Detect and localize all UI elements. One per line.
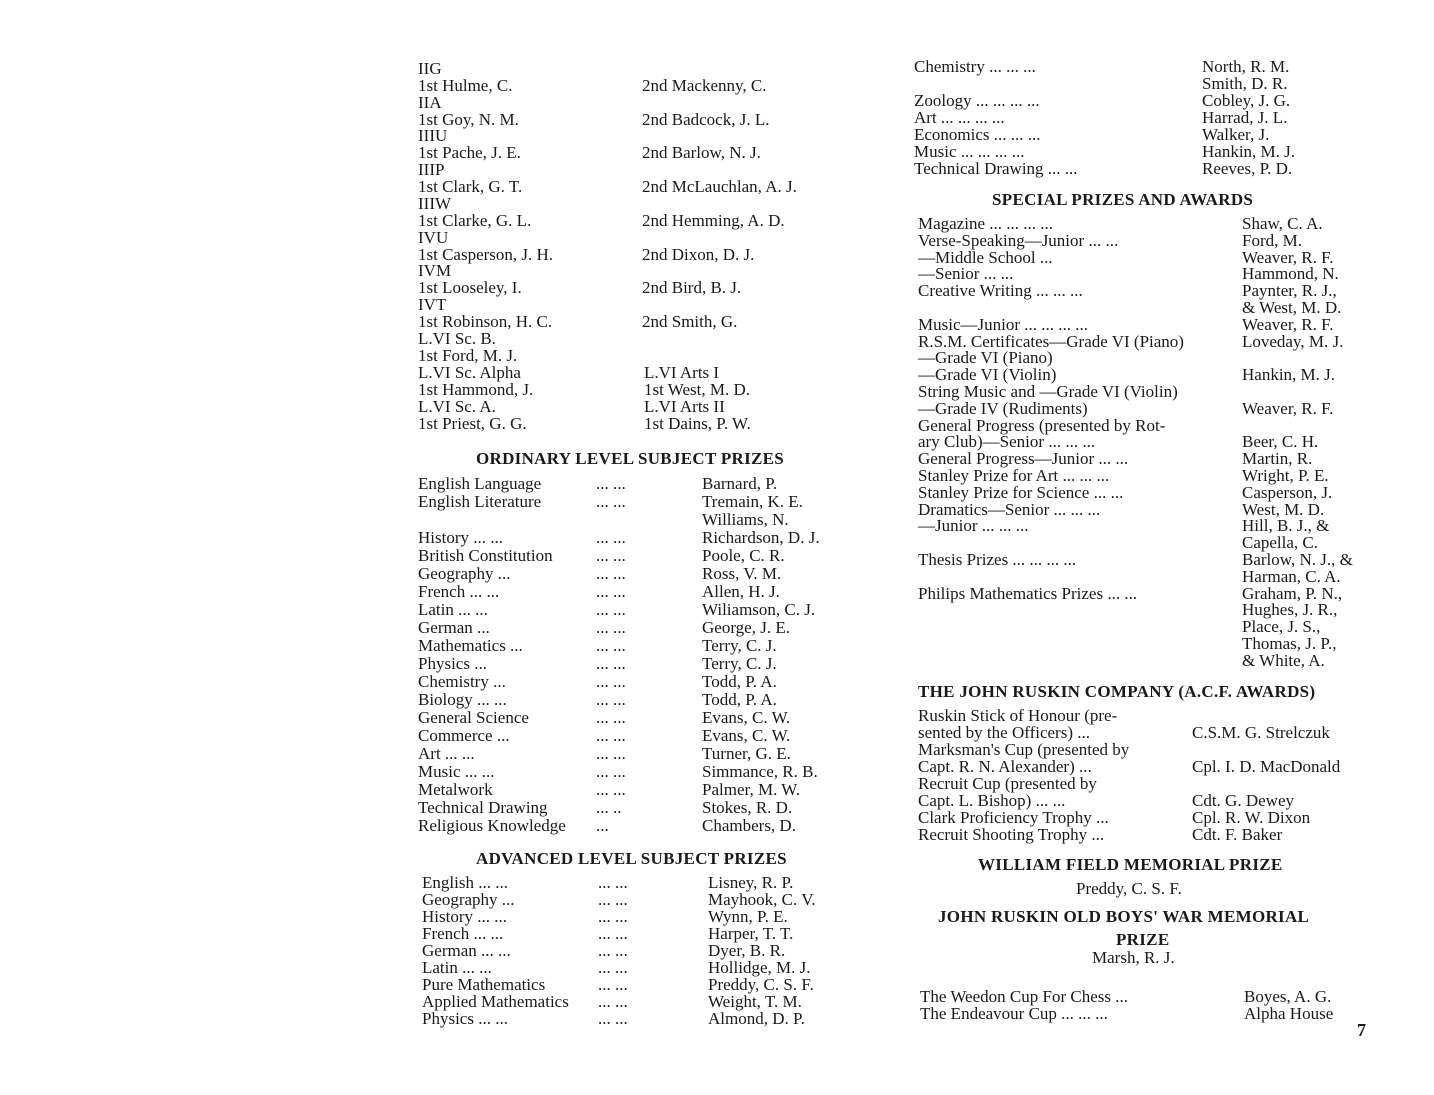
subject-label: Latin ... ... xyxy=(418,600,488,619)
subject-label: German ... xyxy=(418,618,490,637)
leader-dots: ... ... xyxy=(596,654,626,673)
second-prize: 2nd Bird, B. J. xyxy=(642,278,742,298)
leader-dots: ... ... xyxy=(596,726,626,745)
leader-dots: ... ... xyxy=(598,941,628,960)
lower-sixth-entry: 1st Dains, P. W. xyxy=(644,414,751,433)
subject-label: French ... ... xyxy=(422,924,504,943)
first-prize: 1st Robinson, H. C. xyxy=(418,311,553,331)
winner-name: Simmance, R. B. xyxy=(702,762,818,781)
ruskin-heading: THE JOHN RUSKIN COMPANY (A.C.F. AWARDS) xyxy=(918,682,1316,701)
winner-name: Turner, G. E. xyxy=(702,744,791,763)
award-label: —Grade IV (Rudiments) xyxy=(918,398,1088,418)
winner-name: Tremain, K. E. xyxy=(702,492,803,511)
winner-name: Cobley, J. G. xyxy=(1202,91,1291,110)
subject-label: Zoology ... ... ... ... xyxy=(914,91,1040,110)
leader-dots: ... ... xyxy=(598,958,628,977)
winner-name: Reeves, P. D. xyxy=(1202,159,1293,178)
second-prize: 2nd Smith, G. xyxy=(642,311,738,331)
leader-dots: ... ... xyxy=(596,780,626,799)
award-label: General Progress—Junior ... ... xyxy=(918,449,1129,469)
subject-label: Mathematics ... xyxy=(418,636,523,655)
winner-name: Allen, H. J. xyxy=(702,582,780,601)
subject-label: Metalwork xyxy=(418,780,493,799)
old-boys-heading: JOHN RUSKIN OLD BOYS' WAR MEMORIAL xyxy=(938,907,1310,926)
leader-dots: ... ... xyxy=(596,744,626,763)
winner-name: George, J. E. xyxy=(702,618,790,637)
winner-name: Ford, M. xyxy=(1242,230,1302,250)
subject-label: English Language xyxy=(418,474,542,493)
winner-name: Cdt. F. Baker xyxy=(1192,825,1283,844)
second-prize: 2nd Mackenny, C. xyxy=(642,76,767,95)
winner-name: Mayhook, C. V. xyxy=(708,890,816,909)
subject-label: Geography ... xyxy=(422,890,515,909)
leader-dots: ... ... xyxy=(596,492,626,511)
winner-name: Boyes, A. G. xyxy=(1244,987,1332,1006)
lower-sixth-entry: L.VI Sc. B. xyxy=(418,329,496,348)
lower-sixth-entry: 1st Priest, G. G. xyxy=(418,414,527,433)
subject-label: Economics ... ... ... xyxy=(914,125,1041,144)
winner-name: Cpl. I. D. MacDonald xyxy=(1192,757,1341,776)
winner-name: Hankin, M. J. xyxy=(1242,365,1336,385)
winner-name: Harper, T. T. xyxy=(708,924,794,943)
winner-name: Marsh, R. J. xyxy=(1092,948,1175,967)
award-label: Clark Proficiency Trophy ... xyxy=(918,808,1109,827)
award-label: Stanley Prize for Art ... ... ... xyxy=(918,466,1110,485)
award-label: ary Club)—Senior ... ... ... xyxy=(918,432,1096,452)
lower-sixth-entry: L.VI Sc. A. xyxy=(418,397,496,416)
leader-dots: ... ... xyxy=(598,1009,628,1028)
winner-name: Casperson, J. xyxy=(1242,482,1333,502)
winner-name: Almond, D. P. xyxy=(708,1009,805,1028)
award-label: —Junior ... ... ... xyxy=(918,516,1029,536)
winner-name: Thomas, J. P., xyxy=(1242,634,1337,653)
subject-label: Biology ... ... xyxy=(418,690,507,709)
leader-dots: ... ... xyxy=(596,690,626,709)
leader-dots: ... ... xyxy=(596,582,626,601)
winner-name: & West, M. D. xyxy=(1242,298,1342,317)
winner-name: Barlow, N. J., & xyxy=(1242,550,1353,569)
form-name: IIA xyxy=(418,92,442,112)
award-label: Marksman's Cup (presented by xyxy=(918,740,1130,759)
winner-name: Chambers, D. xyxy=(702,816,796,835)
leader-dots: ... ... xyxy=(596,528,626,547)
award-label: Creative Writing ... ... ... xyxy=(918,281,1083,301)
winner-name: Weaver, R. F. xyxy=(1242,247,1334,267)
subject-label: Physics ... ... xyxy=(422,1009,508,1028)
winner-name: Cdt. G. Dewey xyxy=(1192,791,1294,810)
lower-sixth-entry: L.VI Sc. Alpha xyxy=(418,363,521,382)
award-label: —Senior ... ... xyxy=(918,264,1014,284)
subject-label: Music ... ... xyxy=(418,762,495,781)
winner-name: Lisney, R. P. xyxy=(708,873,794,892)
winner-name: Stokes, R. D. xyxy=(702,798,793,817)
second-prize: 2nd Barlow, N. J. xyxy=(642,143,761,163)
winner-name: Smith, D. R. xyxy=(1202,74,1288,93)
leader-dots: ... ... xyxy=(596,618,626,637)
subject-label: British Constitution xyxy=(418,546,553,565)
leader-dots: ... ... xyxy=(596,762,626,781)
leader-dots: ... ... xyxy=(596,564,626,583)
subject-label: Applied Mathematics xyxy=(422,992,569,1011)
winner-name: C.S.M. G. Strelczuk xyxy=(1192,723,1330,742)
winner-name: Todd, P. A. xyxy=(702,672,777,691)
form-name: IIIP xyxy=(418,160,445,180)
winner-name: Harrad, J. L. xyxy=(1202,108,1288,127)
subject-label: English Literature xyxy=(418,492,542,511)
winner-name: Wiliamson, C. J. xyxy=(702,600,816,619)
award-label: sented by the Officers) ... xyxy=(918,723,1090,742)
second-prize: 2nd Hemming, A. D. xyxy=(642,210,785,230)
subject-label: Technical Drawing xyxy=(418,798,548,817)
leader-dots: ... ... xyxy=(598,890,628,909)
winner-name: Preddy, C. S. F. xyxy=(1076,879,1182,898)
leader-dots: ... ... xyxy=(598,873,628,892)
winner-name: Martin, R. xyxy=(1242,449,1313,469)
winner-name: Place, J. S., xyxy=(1242,617,1321,637)
subject-label: General Science xyxy=(418,708,529,727)
winner-name: Hill, B. J., & xyxy=(1242,516,1330,536)
leader-dots: ... ... xyxy=(596,708,626,727)
winner-name: Hollidge, M. J. xyxy=(708,958,811,977)
subject-label: Art ... ... ... ... xyxy=(914,108,1005,127)
award-label: Music—Junior ... ... ... ... xyxy=(918,314,1088,334)
subject-label: Geography ... xyxy=(418,564,511,583)
award-label: Recruit Cup (presented by xyxy=(918,774,1097,793)
subject-label: Music ... ... ... ... xyxy=(914,142,1025,161)
leader-dots: ... ... xyxy=(596,672,626,691)
award-label: Capt. R. N. Alexander) ... xyxy=(918,757,1092,776)
special-heading: SPECIAL PRIZES AND AWARDS xyxy=(992,190,1254,209)
first-prize: 1st Casperson, J. H. xyxy=(418,244,554,264)
award-label: Verse-Speaking—Junior ... ... xyxy=(918,230,1119,250)
winner-name: Wynn, P. E. xyxy=(708,907,788,926)
winner-name: West, M. D. xyxy=(1242,499,1325,519)
subject-label: Technical Drawing ... ... xyxy=(914,159,1078,178)
subject-label: History ... ... xyxy=(422,907,507,926)
winner-name: Richardson, D. J. xyxy=(702,528,820,547)
winner-name: Harman, C. A. xyxy=(1242,566,1341,586)
winner-name: Shaw, C. A. xyxy=(1242,214,1323,233)
lower-sixth-entry: 1st Ford, M. J. xyxy=(418,346,518,365)
award-label: The Endeavour Cup ... ... ... xyxy=(920,1004,1108,1023)
award-label: String Music and —Grade VI (Violin) xyxy=(918,382,1178,401)
lower-sixth-entry: L.VI Arts II xyxy=(644,397,725,416)
subject-label: Art ... ... xyxy=(418,744,475,763)
subject-label: History ... ... xyxy=(418,528,503,547)
first-prize: 1st Looseley, I. xyxy=(418,278,522,298)
winner-name: Poole, C. R. xyxy=(702,546,785,565)
winner-name: Barnard, P. xyxy=(702,474,778,493)
subject-label: Chemistry ... xyxy=(418,672,506,691)
award-label: —Grade VI (Piano) xyxy=(918,348,1053,368)
old-boys-heading: PRIZE xyxy=(1116,930,1170,949)
award-label: The Weedon Cup For Chess ... xyxy=(920,987,1128,1006)
subject-label: Religious Knowledge xyxy=(418,816,566,835)
leader-dots: ... xyxy=(596,816,609,835)
winner-name: Dyer, B. R. xyxy=(708,941,786,960)
subject-label: Physics ... xyxy=(418,654,487,673)
winner-name: Evans, C. W. xyxy=(702,708,791,727)
subject-label: Latin ... ... xyxy=(422,958,492,977)
winner-name: Todd, P. A. xyxy=(702,690,777,709)
winner-name: Wright, P. E. xyxy=(1242,466,1329,485)
winner-name: Preddy, C. S. F. xyxy=(708,975,814,994)
winner-name: Cpl. R. W. Dixon xyxy=(1192,808,1311,827)
page-number: 7 xyxy=(1357,1020,1366,1040)
award-label: Philips Mathematics Prizes ... ... xyxy=(918,583,1138,603)
first-prize: 1st Clarke, G. L. xyxy=(418,210,532,230)
award-label: Capt. L. Bishop) ... ... xyxy=(918,791,1066,810)
first-prize: 1st Clark, G. T. xyxy=(418,177,523,197)
lower-sixth-entry: 1st West, M. D. xyxy=(644,380,750,399)
award-label: R.S.M. Certificates—Grade VI (Piano) xyxy=(918,331,1184,351)
form-name: IIIU xyxy=(418,126,448,146)
leader-dots: ... ... xyxy=(598,907,628,926)
lower-sixth-entry: L.VI Arts I xyxy=(644,363,720,382)
winner-name: Weaver, R. F. xyxy=(1242,398,1334,418)
winner-name: & White, A. xyxy=(1242,650,1325,670)
award-label: Recruit Shooting Trophy ... xyxy=(918,825,1105,844)
form-name: IVT xyxy=(418,294,447,314)
leader-dots: ... .. xyxy=(596,798,622,817)
leader-dots: ... ... xyxy=(596,474,626,493)
form-name: IIG xyxy=(418,59,442,78)
second-prize: 2nd Dixon, D. J. xyxy=(642,244,755,264)
winner-name: Weight, T. M. xyxy=(708,992,802,1011)
subject-label: Chemistry ... ... ... xyxy=(914,57,1036,76)
winner-name: Beer, C. H. xyxy=(1242,432,1319,452)
first-prize: 1st Goy, N. M. xyxy=(418,109,519,129)
leader-dots: ... ... xyxy=(598,924,628,943)
award-label: —Grade VI (Violin) xyxy=(918,365,1057,385)
subject-label: German ... ... xyxy=(422,941,511,960)
leader-dots: ... ... xyxy=(598,992,628,1011)
winner-name: North, R. M. xyxy=(1202,57,1290,76)
second-prize: 2nd Badcock, J. L. xyxy=(642,109,770,129)
subject-label: Commerce ... xyxy=(418,726,510,745)
award-label: Dramatics—Senior ... ... ... xyxy=(918,499,1101,519)
subject-label: Pure Mathematics xyxy=(422,975,546,994)
winner-name: Terry, C. J. xyxy=(702,654,777,673)
winner-name: Graham, P. N., xyxy=(1242,583,1343,603)
advanced-heading: ADVANCED LEVEL SUBJECT PRIZES xyxy=(476,849,787,868)
leader-dots: ... ... xyxy=(598,975,628,994)
award-label: Magazine ... ... ... ... xyxy=(918,214,1054,233)
lower-sixth-entry: 1st Hammond, J. xyxy=(418,380,534,399)
leader-dots: ... ... xyxy=(596,636,626,655)
winner-name: Loveday, M. J. xyxy=(1242,331,1344,351)
winner-name: Evans, C. W. xyxy=(702,726,791,745)
winner-name: Terry, C. J. xyxy=(702,636,777,655)
winner-name: Palmer, M. W. xyxy=(702,780,801,799)
winner-name: Walker, J. xyxy=(1202,125,1270,144)
subject-label: French ... ... xyxy=(418,582,500,601)
ordinary-heading: ORDINARY LEVEL SUBJECT PRIZES xyxy=(476,449,785,468)
winner-name: Paynter, R. J., xyxy=(1242,281,1337,301)
subject-label: English ... ... xyxy=(422,873,508,892)
winner-name: Ross, V. M. xyxy=(702,564,782,583)
first-prize: 1st Hulme, C. xyxy=(418,76,513,95)
first-prize: 1st Pache, J. E. xyxy=(418,143,521,163)
winner-name: Hughes, J. R., xyxy=(1242,600,1338,620)
winner-name: Alpha House xyxy=(1244,1004,1334,1023)
winner-name: Hammond, N. xyxy=(1242,264,1339,284)
winner-name: Hankin, M. J. xyxy=(1202,142,1296,161)
award-label: Stanley Prize for Science ... ... xyxy=(918,482,1124,502)
winner-name: Capella, C. xyxy=(1242,533,1319,553)
award-label: Ruskin Stick of Honour (pre- xyxy=(918,706,1118,725)
leader-dots: ... ... xyxy=(596,600,626,619)
form-name: IIIW xyxy=(418,193,452,213)
leader-dots: ... ... xyxy=(596,546,626,565)
form-name: IVM xyxy=(418,261,452,281)
award-label: Thesis Prizes ... ... ... ... xyxy=(918,550,1077,569)
william-field-heading: WILLIAM FIELD MEMORIAL PRIZE xyxy=(978,855,1283,874)
award-label: General Progress (presented by Rot- xyxy=(918,415,1166,435)
award-label: —Middle School ... xyxy=(918,247,1053,267)
winner-name: Williams, N. xyxy=(702,510,789,529)
winner-name: Weaver, R. F. xyxy=(1242,314,1334,334)
form-name: IVU xyxy=(418,227,449,247)
second-prize: 2nd McLauchlan, A. J. xyxy=(642,177,797,197)
